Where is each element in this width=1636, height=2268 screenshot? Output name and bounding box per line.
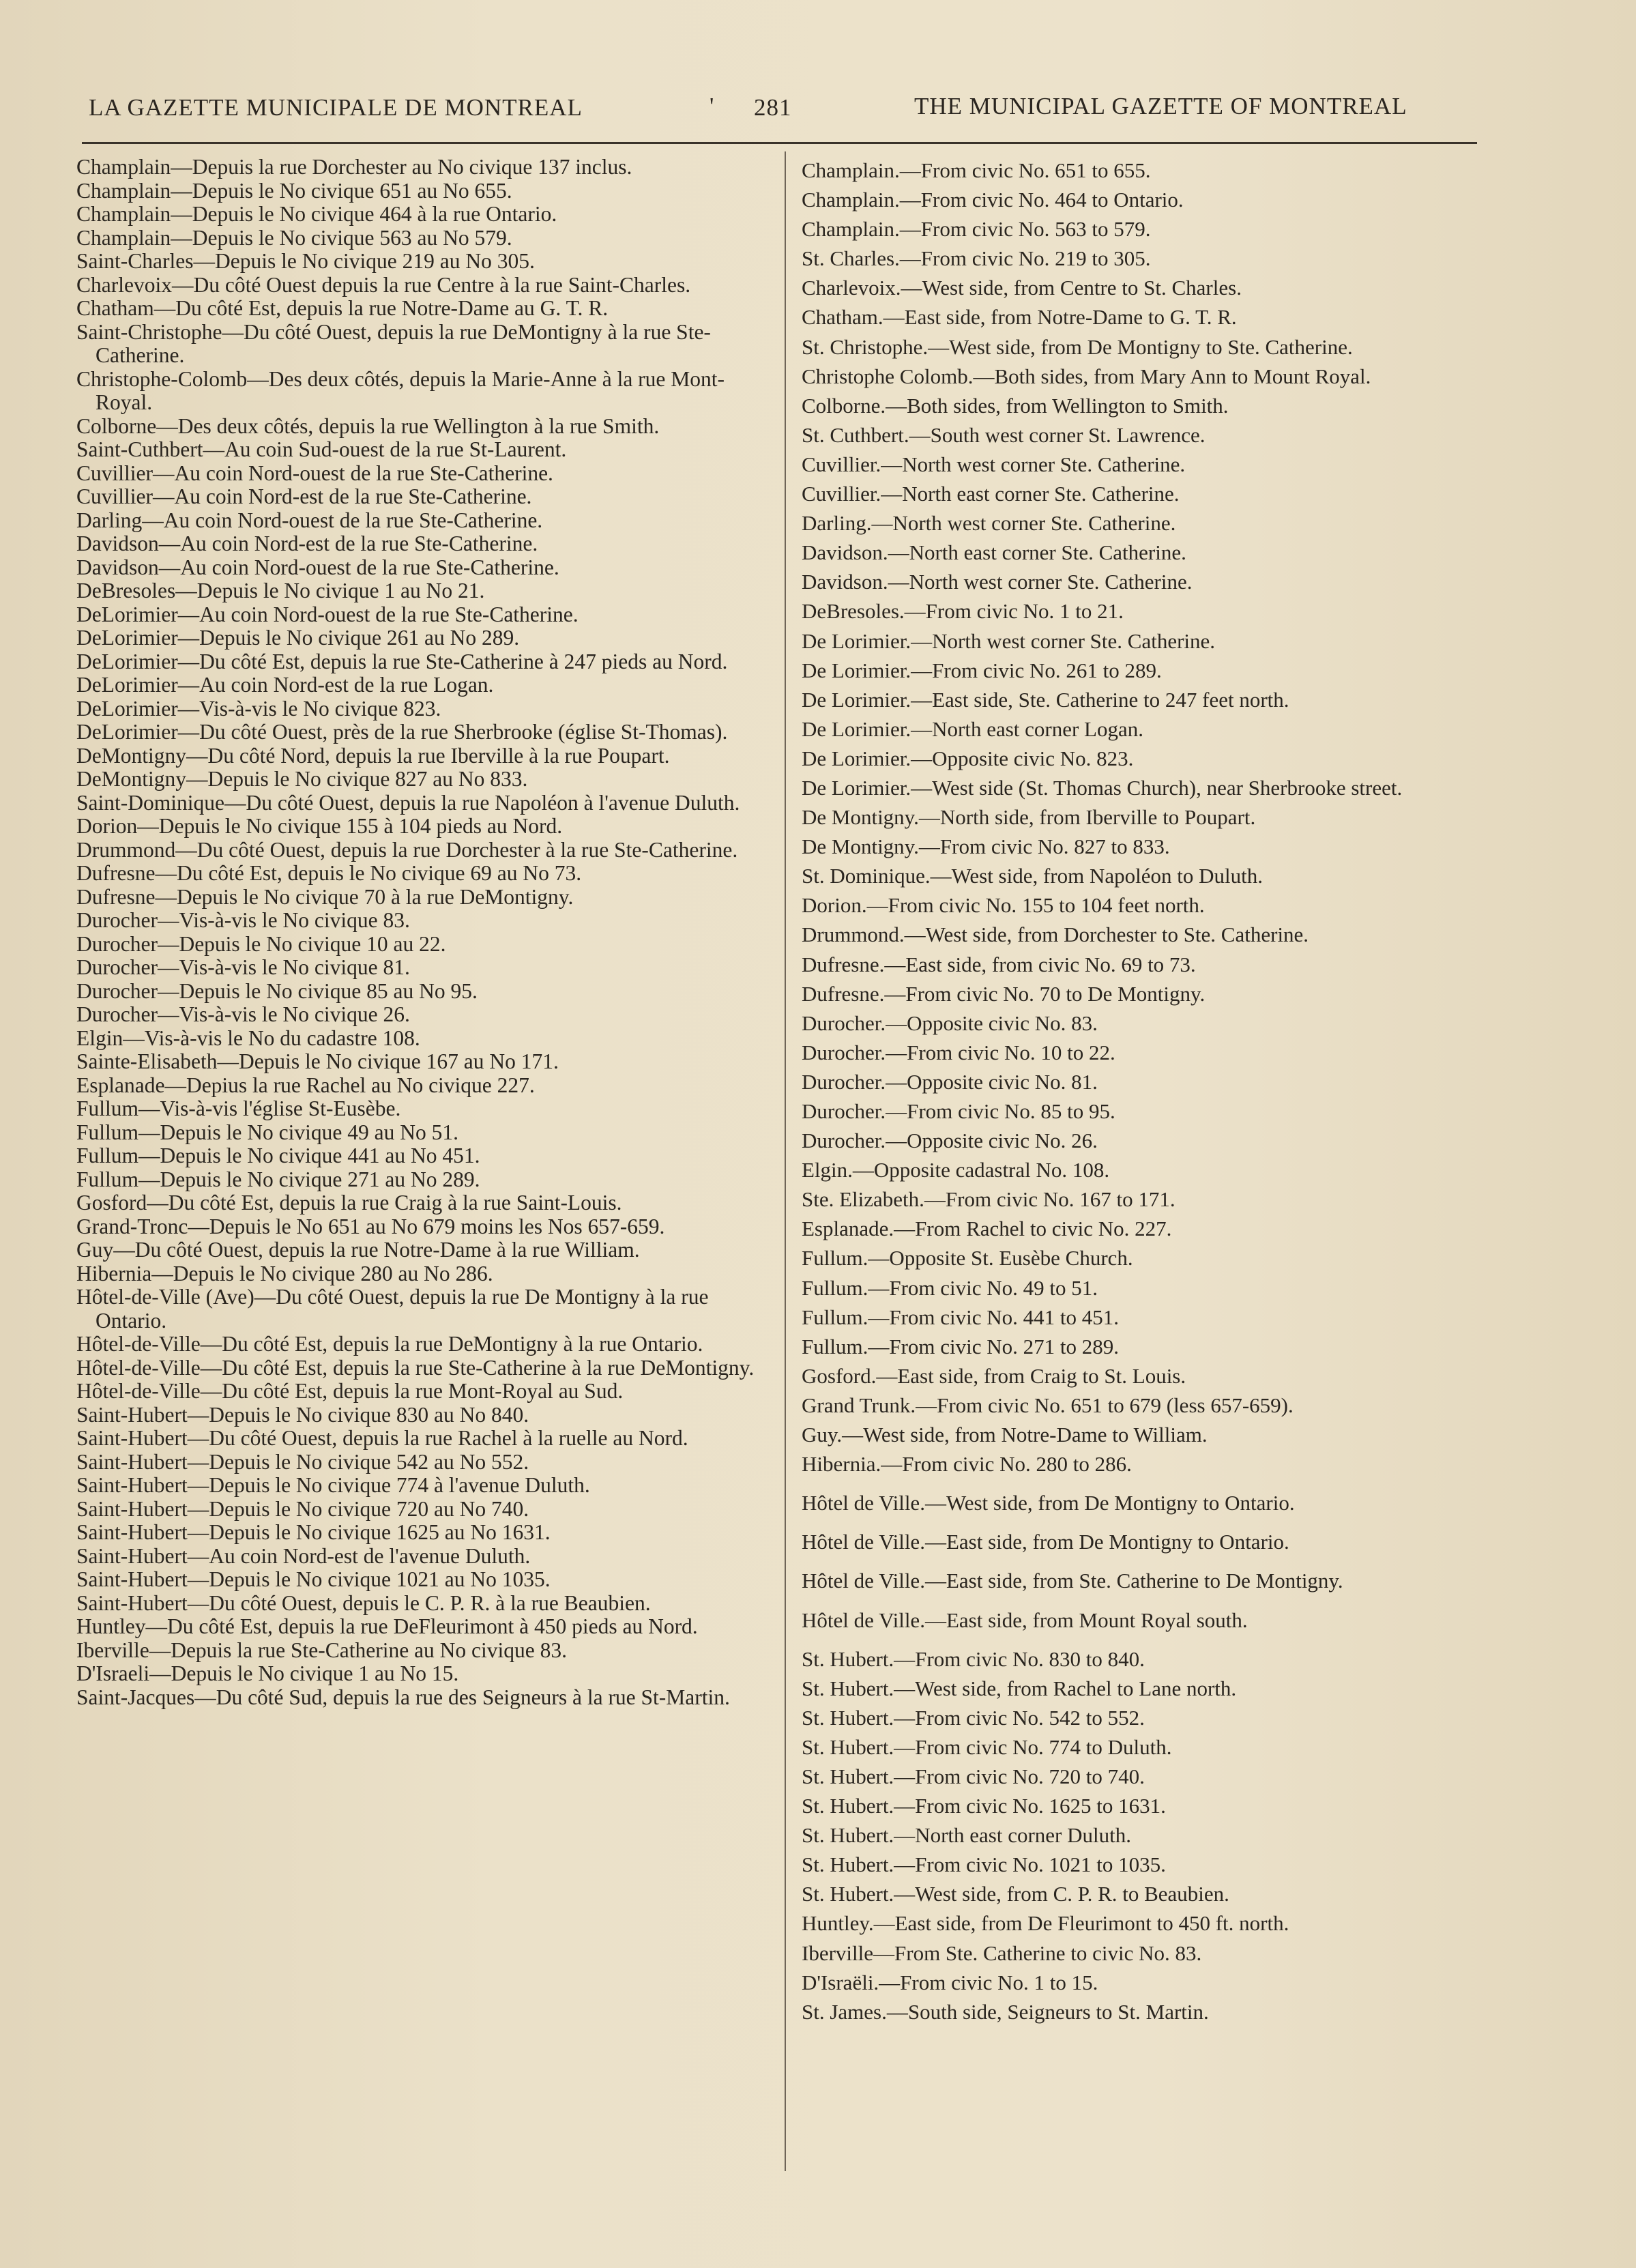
header-rule [82,142,1477,144]
list-item: Davidson.—North east corner Ste. Catherine. [802,540,1186,565]
list-item: Saint-Hubert—Depuis le No civique 774 à l'avenue Duluth. [76,1473,590,1497]
list-item: St. Dominique.—West side, from Napoléon to Duluth. [802,864,1263,888]
header-english-title: THE MUNICIPAL GAZETTE OF MONTREAL [914,93,1407,119]
list-item: D'Israëli.—From civic No. 1 to 15. [802,1970,1098,1994]
list-item: St. Hubert.—From civic No. 720 to 740. [802,1764,1145,1788]
list-item: Hôtel-de-Ville—Du côté Est, depuis la rue DeMontigny à la rue Ontario. [76,1332,703,1356]
list-item: Durocher—Vis-à-vis le No civique 81. [76,955,410,979]
list-item: Darling—Au coin Nord-ouest de la rue Ste-Catherine. [76,508,543,532]
list-item: Saint-Charles—Depuis le No civique 219 au No 305. [76,249,535,273]
list-item: Durocher—Vis-à-vis le No civique 26. [76,1002,410,1026]
list-item: Saint-Hubert—Depuis le No civique 1625 au No 1631. [76,1520,551,1544]
list-item: Christophe-Colomb—Des deux côtés, depuis la Marie-Anne à la rue Mont-Royal. [76,366,725,414]
list-item: Hôtel-de-Ville—Du côté Est, depuis la rue Ste-Catherine à la rue DeMontigny. [76,1355,755,1380]
list-item: Esplanade—Depius la rue Rachel au No civique 227. [76,1073,535,1097]
list-item: Ste. Elizabeth.—From civic No. 167 to 171. [802,1187,1175,1212]
list-item: Guy—Du côté Ouest, depuis la rue Notre-Dame à la rue William. [76,1238,640,1262]
list-item: Darling.—North west corner Ste. Catherine. [802,511,1176,536]
list-item: Elgin—Vis-à-vis le No du cadastre 108. [76,1026,420,1050]
list-item: Cuvillier—Au coin Nord-est de la rue Ste-Catherine. [76,484,532,508]
list-item: De Lorimier.—Opposite civic No. 823. [802,746,1134,770]
list-item: Fullum.—From civic No. 441 to 451. [802,1305,1119,1329]
list-item: Saint-Hubert—Depuis le No civique 542 au No 552. [76,1449,529,1474]
list-item: Guy.—West side, from Notre-Dame to William. [802,1423,1208,1447]
list-item: Huntley.—East side, from De Fleurimont to 450 ft. north. [802,1911,1289,1936]
list-item: Saint-Christophe—Du côté Ouest, depuis la rue DeMontigny à la rue Ste-Catherine. [76,319,711,367]
list-item: DeBresoles.—From civic No. 1 to 21. [802,599,1124,624]
list-item: St. Hubert.—From civic No. 1625 to 1631. [802,1794,1166,1818]
list-item: Cuvillier.—North east corner Ste. Catherine. [802,482,1180,506]
list-item: Grand-Tronc—Depuis le No 651 au No 679 moins les Nos 657-659. [76,1214,665,1238]
list-item: Huntley—Du côté Est, depuis la rue DeFleurimont à 450 pieds au Nord. [76,1614,698,1638]
list-item: Chatham.—East side, from Notre-Dame to G. T. R. [802,305,1237,330]
list-item: St. Hubert.—From civic No. 774 to Duluth. [802,1734,1172,1759]
list-item: De Lorimier.—West side (St. Thomas Church), near Sherbrooke street. [802,775,1403,800]
english-column [802,156,1518,2026]
list-item: Fullum—Depuis le No civique 441 au No 451. [76,1144,480,1167]
list-item: DeMontigny—Depuis le No civique 827 au No 833. [76,767,528,791]
list-item: Durocher—Depuis le No civique 10 au 22. [76,931,446,956]
list-item: De Lorimier.—From civic No. 261 to 289. [802,658,1162,682]
list-item: Grand Trunk.—From civic No. 651 to 679 (less 657-659). [802,1393,1294,1417]
list-item: Davidson—Au coin Nord-est de la rue Ste-Catherine. [76,532,538,555]
list-item: Gosford—Du côté Est, depuis la rue Craig à la rue Saint-Louis. [76,1191,622,1215]
list-item: Saint-Hubert—Au coin Nord-est de l'avenue Duluth. [76,1543,531,1568]
list-item: Davidson.—North west corner Ste. Catherine. [802,570,1193,594]
list-item: DeLorimier—Du côté Ouest, près de la rue Sherbrooke (église St-Thomas). [76,720,728,744]
list-item: Durocher.—Opposite civic No. 81. [802,1069,1098,1094]
list-item: Fullum.—From civic No. 271 to 289. [802,1334,1119,1358]
list-item: Cuvillier—Au coin Nord-ouest de la rue Ste-Catherine. [76,461,553,485]
list-item: Fullum—Vis-à-vis l'église St-Eusèbe. [76,1096,401,1120]
list-item: Durocher.—From civic No. 10 to 22. [802,1040,1115,1064]
list-item: St. Cuthbert.—South west corner St. Lawrence. [802,422,1206,447]
list-item: Dorion.—From civic No. 155 to 104 feet north. [802,893,1205,918]
list-item: Christophe Colomb.—Both sides, from Mary Ann to Mount Royal. [802,364,1371,388]
list-item: De Lorimier.—East side, Ste. Catherine to 247 feet north. [802,687,1289,712]
list-item: Champlain.—From civic No. 651 to 655. [802,158,1151,182]
list-item: Champlain—Depuis le No civique 563 au No 579. [76,225,512,250]
list-item: Iberville—From Ste. Catherine to civic No. 83. [802,1940,1202,1965]
french-column [76,156,772,1709]
list-item: St. Hubert.—West side, from C. P. R. to Beaubien. [802,1882,1229,1906]
list-item: Hôtel de Ville.—West side, from De Montigny to Ontario. [802,1491,1295,1515]
list-item: Charlevoix—Du côté Ouest depuis la rue Centre à la rue Saint-Charles. [76,272,691,297]
list-item: Fullum.—Opposite St. Eusèbe Church. [802,1246,1133,1270]
list-item: Hôtel-de-Ville (Ave)—Du côté Ouest, depuis la rue De Montigny à la rue Ontario. [76,1285,709,1333]
list-item: St. Christophe.—West side, from De Montigny to Ste. Catherine. [802,334,1353,359]
list-item: Champlain—Depuis le No civique 651 au No 655. [76,178,512,203]
header-mark: ' [710,93,715,119]
list-item: DeMontigny—Du côté Nord, depuis la rue Iberville à la rue Poupart. [76,743,670,768]
list-item: Davidson—Au coin Nord-ouest de la rue Ste-Catherine. [76,555,559,579]
list-item: Durocher.—From civic No. 85 to 95. [802,1099,1115,1123]
list-item: Fullum.—From civic No. 49 to 51. [802,1275,1098,1300]
list-item: Dufresne.—From civic No. 70 to De Montigny. [802,981,1206,1006]
list-item: Cuvillier.—North west corner Ste. Catherine. [802,452,1186,476]
list-item: Saint-Cuthbert—Au coin Sud-ouest de la rue St-Laurent. [76,437,567,461]
list-item: Dufresne—Du côté Est, depuis le No civique 69 au No 73. [76,861,582,885]
list-item: Dorion—Depuis le No civique 155 à 104 pieds au Nord. [76,814,563,838]
list-item: Saint-Jacques—Du côté Sud, depuis la rue des Seigneurs à la rue St-Martin. [76,1685,730,1709]
list-item: Saint-Hubert—Du côté Ouest, depuis la rue Rachel à la ruelle au Nord. [76,1426,688,1450]
page-header [89,87,1460,128]
list-item: Saint-Dominique—Du côté Ouest, depuis la rue Napoléon à l'avenue Duluth. [76,790,740,815]
list-item: DeLorimier—Au coin Nord-ouest de la rue Ste-Catherine. [76,602,579,626]
list-item: Champlain.—From civic No. 464 to Ontario. [802,188,1184,212]
list-item: Drummond—Du côté Ouest, depuis la rue Dorchester à la rue Ste-Catherine. [76,837,738,862]
list-item: Hôtel de Ville.—East side, from De Montigny to Ontario. [802,1530,1289,1554]
list-item: Durocher.—Opposite civic No. 83. [802,1011,1098,1035]
list-item: St. Hubert.—From civic No. 542 to 552. [802,1705,1145,1730]
list-item: De Montigny.—From civic No. 827 to 833. [802,834,1170,859]
list-item: St. Hubert.—North east corner Duluth. [802,1823,1131,1848]
list-item: Hôtel de Ville.—East side, from Ste. Catherine to De Montigny. [802,1569,1343,1593]
list-item: Saint-Hubert—Du côté Ouest, depuis le C. P. R. à la rue Beaubien. [76,1590,651,1615]
page-number: 281 [754,94,792,121]
list-item: Saint-Hubert—Depuis le No civique 720 au No 740. [76,1496,529,1521]
list-item: Sainte-Elisabeth—Depuis le No civique 167 au No 171. [76,1049,559,1073]
list-item: Champlain.—From civic No. 563 to 579. [802,217,1151,242]
list-item: Hôtel-de-Ville—Du côté Est, depuis la rue Mont-Royal au Sud. [76,1379,624,1403]
list-item: Champlain—Depuis le No civique 464 à la rue Ontario. [76,202,557,226]
list-item: St. Hubert.—From civic No. 830 to 840. [802,1646,1145,1671]
list-item: Durocher—Depuis le No civique 85 au No 95. [76,978,478,1003]
list-item: D'Israeli—Depuis le No civique 1 au No 15. [76,1661,459,1685]
list-item: De Lorimier.—North west corner Ste. Catherine. [802,628,1216,653]
list-item: DeLorimier—Depuis le No civique 261 au No 289. [76,626,520,650]
list-item: Dufresne.—East side, from civic No. 69 to 73. [802,952,1196,976]
list-item: Gosford.—East side, from Craig to St. Louis. [802,1363,1186,1388]
list-item: DeLorimier—Vis-à-vis le No civique 823. [76,696,441,721]
list-item: Durocher—Vis-à-vis le No civique 83. [76,908,410,932]
list-item: Hôtel de Ville.—East side, from Mount Royal south. [802,1608,1248,1632]
list-item: Hibernia.—From civic No. 280 to 286. [802,1452,1132,1477]
list-item: De Montigny.—North side, from Iberville to Poupart. [802,805,1256,830]
column-divider [785,151,786,2171]
list-item: St. Hubert.—West side, from Rachel to Lane north. [802,1676,1237,1700]
list-item: Elgin.—Opposite cadastral No. 108. [802,1158,1110,1182]
list-item: St. Charles.—From civic No. 219 to 305. [802,246,1151,271]
list-item: DeBresoles—Depuis le No civique 1 au No 21. [76,579,485,602]
list-item: Chatham—Du côté Est, depuis la rue Notre-Dame au G. T. R. [76,296,609,320]
list-item: St. James.—South side, Seigneurs to St. Martin. [802,1999,1209,2024]
header-french-title: LA GAZETTE MUNICIPALE DE MONTREAL [89,94,583,121]
list-item: De Lorimier.—North east corner Logan. [802,716,1143,741]
list-item: Esplanade.—From Rachel to civic No. 227. [802,1217,1172,1241]
list-item: Fullum—Depuis le No civique 49 au No 51. [76,1120,458,1144]
list-item: Hibernia—Depuis le No civique 280 au No 286. [76,1261,493,1285]
list-item: Colborne.—Both sides, from Wellington to Smith. [802,393,1229,418]
list-item: St. Hubert.—From civic No. 1021 to 1035. [802,1852,1166,1877]
list-item: Durocher.—Opposite civic No. 26. [802,1129,1098,1153]
list-item: Drummond.—West side, from Dorchester to Ste. Catherine. [802,922,1309,947]
list-item: Fullum—Depuis le No civique 271 au No 289. [76,1167,480,1191]
list-item: Iberville—Depuis la rue Ste-Catherine au No civique 83. [76,1638,568,1662]
list-item: Champlain—Depuis la rue Dorchester au No civique 137 inclus. [76,155,632,179]
list-item: Saint-Hubert—Depuis le No civique 830 au No 840. [76,1402,529,1427]
list-item: Saint-Hubert—Depuis le No civique 1021 au No 1035. [76,1567,551,1591]
list-item: Charlevoix.—West side, from Centre to St. Charles. [802,276,1242,300]
list-item: DeLorimier—Du côté Est, depuis la rue Ste-Catherine à 247 pieds au Nord. [76,649,728,673]
list-item: Colborne—Des deux côtés, depuis la rue Wellington à la rue Smith. [76,413,660,438]
list-item: Dufresne—Depuis le No civique 70 à la rue DeMontigny. [76,884,574,909]
list-item: DeLorimier—Au coin Nord-est de la rue Logan. [76,673,494,697]
